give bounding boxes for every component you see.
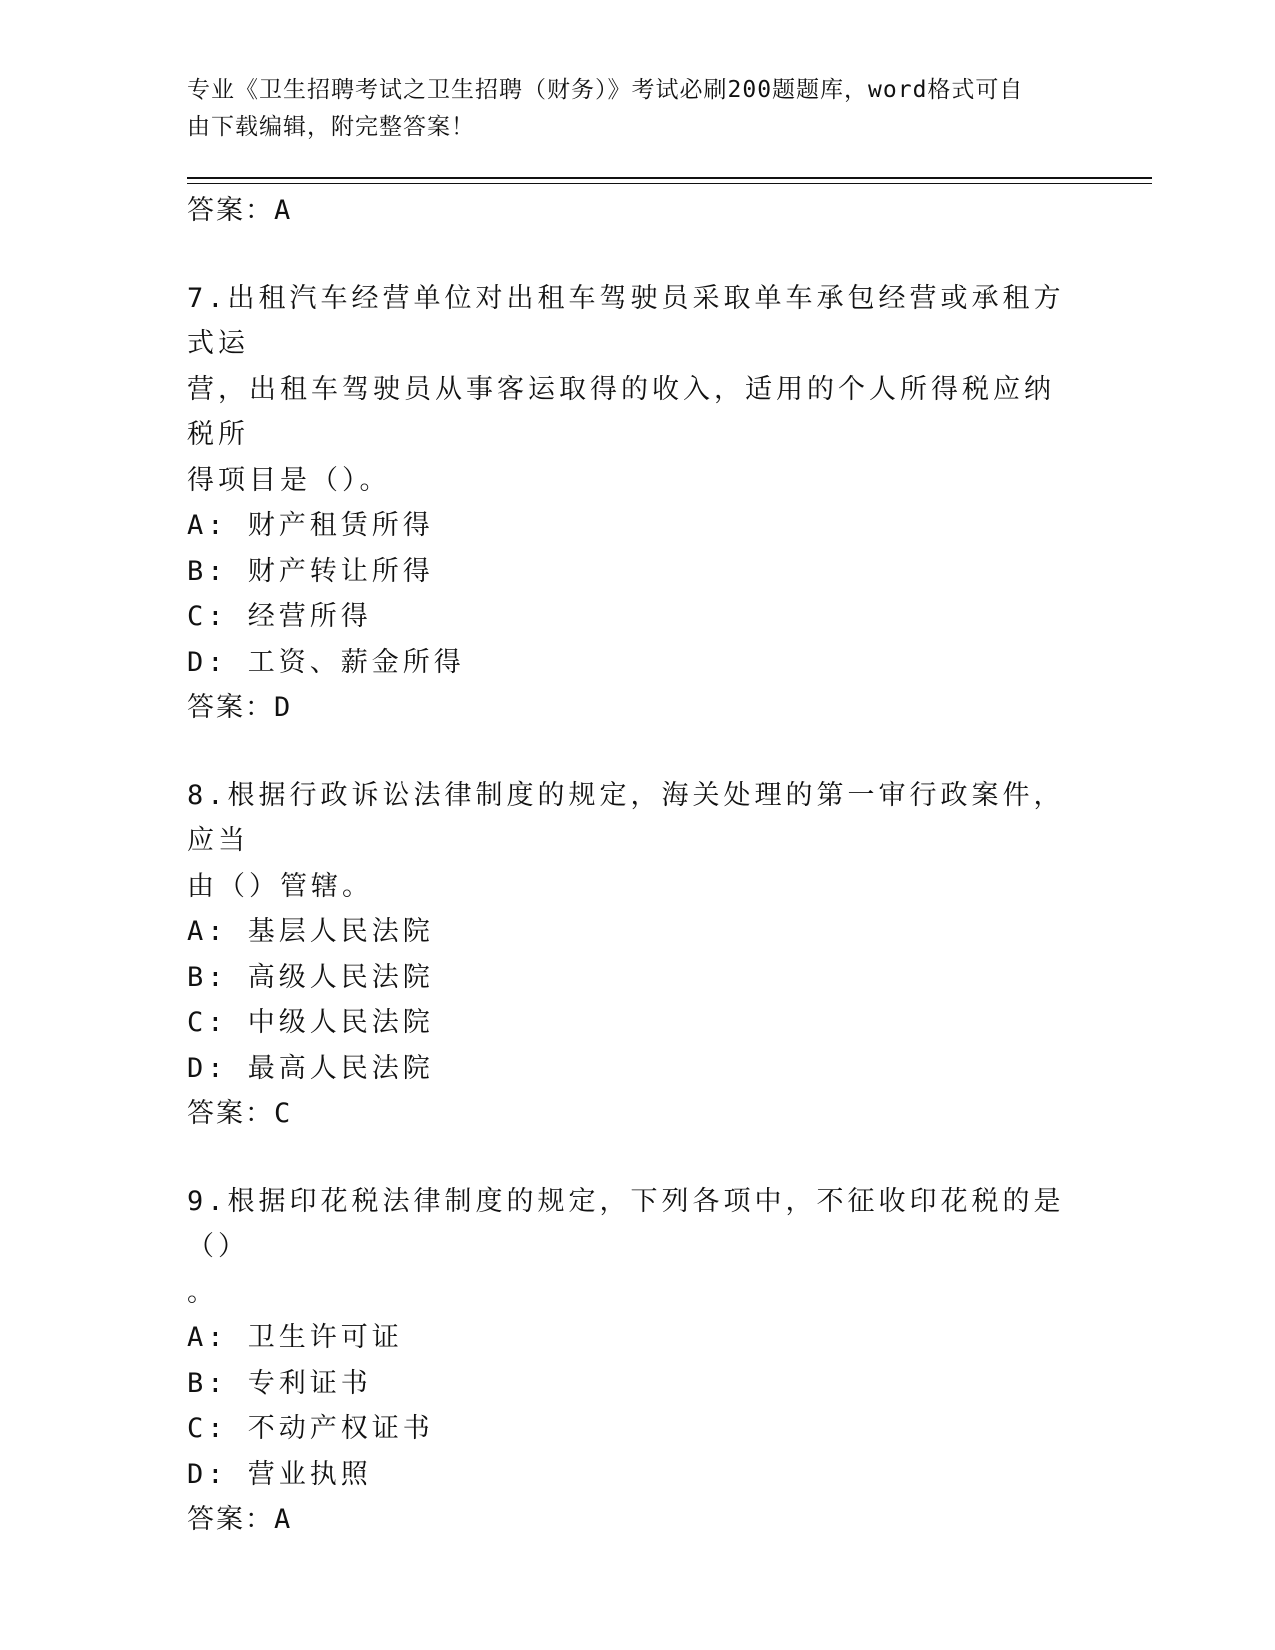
stem-line: 。 [187, 1276, 218, 1308]
option-c: C: 经营所得 [187, 601, 372, 632]
stem-line: 营，出租车驾驶员从事客运取得的收入，适用的个人所得税应纳税所 [187, 373, 1055, 450]
option-b: B: 专利证书 [187, 1367, 372, 1399]
option-b: B: 高级人民法院 [187, 961, 434, 993]
header-line-2: 由下载编辑，附完整答案！ [187, 114, 475, 140]
document-header [187, 72, 1067, 146]
header-divider-thick [187, 177, 1152, 179]
option-d: D: 营业执照 [187, 1458, 372, 1490]
stem-line: 9.根据印花税法律制度的规定，下列各项中，不征收印花税的是（） [187, 1185, 1065, 1262]
header-line-1: 专业《卫生招聘考试之卫生招聘（财务）》考试必刷200题题库，word格式可自 [187, 77, 1024, 103]
document-body [187, 188, 1067, 1543]
question-stem [187, 1179, 1067, 1316]
option-c: C: 不动产权证书 [187, 1413, 434, 1444]
option-d: D: 最高人民法院 [187, 1052, 434, 1084]
question-7 [187, 276, 1067, 731]
option-a: A: 财产租赁所得 [187, 510, 434, 541]
answer: 答案：D [187, 692, 293, 723]
stem-line: 7.出租汽车经营单位对出租车驾驶员采取单车承包经营或承租方式运 [187, 282, 1065, 359]
header-divider-thin [187, 183, 1152, 184]
stem-line: 得项目是（）。 [187, 464, 391, 496]
option-b: B: 财产转让所得 [187, 555, 434, 587]
answer: 答案：A [187, 1504, 293, 1535]
option-a: A: 卫生许可证 [187, 1322, 403, 1353]
question-stem [187, 276, 1067, 504]
question-8 [187, 773, 1067, 1137]
option-a: A: 基层人民法院 [187, 916, 434, 947]
question-stem [187, 773, 1067, 910]
stem-line: 由（）管辖。 [187, 870, 373, 902]
answer: 答案：C [187, 1098, 293, 1129]
question-9 [187, 1179, 1067, 1543]
stem-line: 8.根据行政诉讼法律制度的规定，海关处理的第一审行政案件，应当 [187, 779, 1065, 856]
option-c: C: 中级人民法院 [187, 1007, 434, 1038]
previous-answer: 答案：A [187, 195, 293, 226]
option-d: D: 工资、薪金所得 [187, 646, 465, 678]
